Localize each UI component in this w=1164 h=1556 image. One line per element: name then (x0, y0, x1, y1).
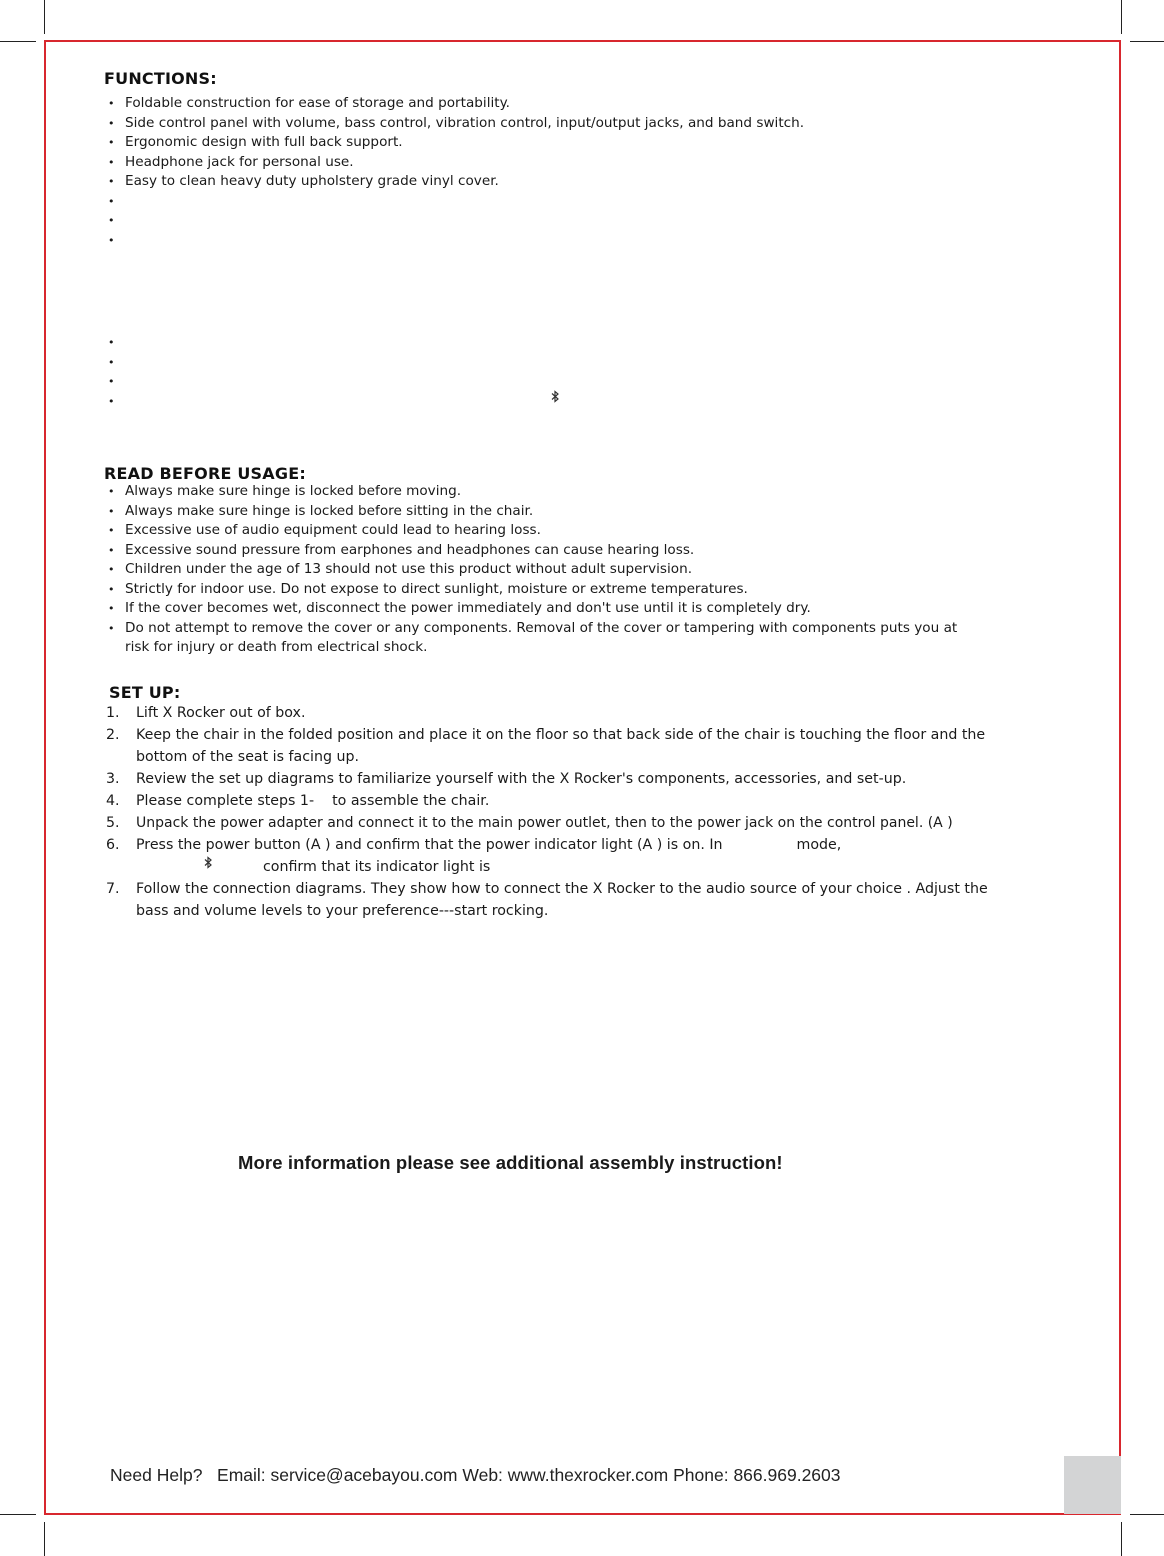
setup-steps (106, 702, 1036, 922)
crop-mark (44, 0, 45, 34)
crop-mark (0, 41, 36, 42)
bluetooth-icon (550, 390, 560, 406)
crop-mark (44, 1522, 45, 1556)
list-item: • (108, 194, 115, 208)
list-item: • If the cover becomes wet, disconnect the power immediately and don't use until it is completely dry. (108, 600, 811, 616)
setup-heading: SET UP: (109, 683, 181, 702)
list-item: • Side control panel with volume, bass control, vibration control, input/output jacks, and band switch. (108, 114, 805, 131)
list-item: • Always make sure hinge is locked before sitting in the chair. (108, 502, 534, 519)
phone-number: Phone: 866.969.2603 (673, 1465, 841, 1485)
more-info-notice: More information please see additional assembly instruction! (238, 1152, 783, 1173)
web-link[interactable]: Web: www.thexrocker.com (462, 1465, 669, 1485)
list-item: • (108, 355, 115, 369)
list-item: • Foldable construction for ease of storage and portability. (108, 95, 510, 111)
functions-list (104, 94, 1004, 250)
list-item: • Children under the age of 13 should not use this product without adult supervision. (108, 561, 693, 577)
footer-contact (110, 1465, 841, 1486)
list-item: • Excessive sound pressure from earphones and headphones can cause hearing loss. (108, 541, 695, 558)
email-link[interactable]: Email: service@acebayou.com (217, 1465, 458, 1485)
crop-mark (1130, 1514, 1164, 1515)
setup-step: 2. Keep the chair in the folded position and place it on the floor so that back side of the chair is touching the floor and the bottom of the seat is facing up. (106, 727, 986, 765)
crop-mark (0, 1514, 36, 1515)
help-label: Need Help? (110, 1465, 203, 1485)
setup-step: 3. Review the set up diagrams to familiarize yourself with the X Rocker's components, accessories, and set-up. (106, 771, 907, 787)
list-item: • Do not attempt to remove the cover or any components. Removal of the cover or tampering with components puts you at risk for injury or death from electrical shock. (108, 619, 958, 655)
list-item: • Easy to clean heavy duty upholstery grade vinyl cover. (108, 173, 499, 189)
setup-step: 5. Unpack the power adapter and connect it to the main power outlet, then to the power jack on the control panel. (A ) (106, 815, 953, 831)
setup-step: 7. Follow the connection diagrams. They show how to connect the X Rocker to the audio source of your choice . Adjust the bass and volume levels to your preference---start rocking. (106, 881, 988, 919)
crop-mark (1130, 41, 1164, 42)
list-item: • (108, 233, 115, 247)
list-item: • Headphone jack for personal use. (108, 153, 354, 170)
list-item: • Strictly for indoor use. Do not expose to direct sunlight, moisture or extreme temperatures. (108, 580, 748, 597)
page-number-box (1064, 1456, 1121, 1514)
setup-step: 4. Please complete steps 1- to assemble the chair. (106, 793, 490, 809)
list-item: • Ergonomic design with full back support. (108, 134, 403, 150)
crop-mark (1121, 1522, 1122, 1556)
list-item: • Excessive use of audio equipment could lead to hearing loss. (108, 522, 541, 538)
list-item: • (108, 336, 115, 349)
read-before-heading: READ BEFORE USAGE: (104, 464, 306, 483)
list-item: • (108, 394, 115, 408)
crop-mark (1121, 0, 1122, 34)
list-item: • (108, 375, 115, 388)
setup-step: 1. Lift X Rocker out of box. (106, 705, 306, 721)
bluetooth-icon (203, 856, 213, 872)
list-item: • (108, 214, 115, 227)
functions-heading: FUNCTIONS: (104, 69, 217, 88)
read-before-list (104, 482, 984, 658)
setup-step: 6. Press the power button (A ) and confirm that the power indicator light (A ) is on. In mode, confirm that its indicator light is (106, 837, 842, 875)
list-item: • Always make sure hinge is locked before moving. (108, 483, 462, 499)
